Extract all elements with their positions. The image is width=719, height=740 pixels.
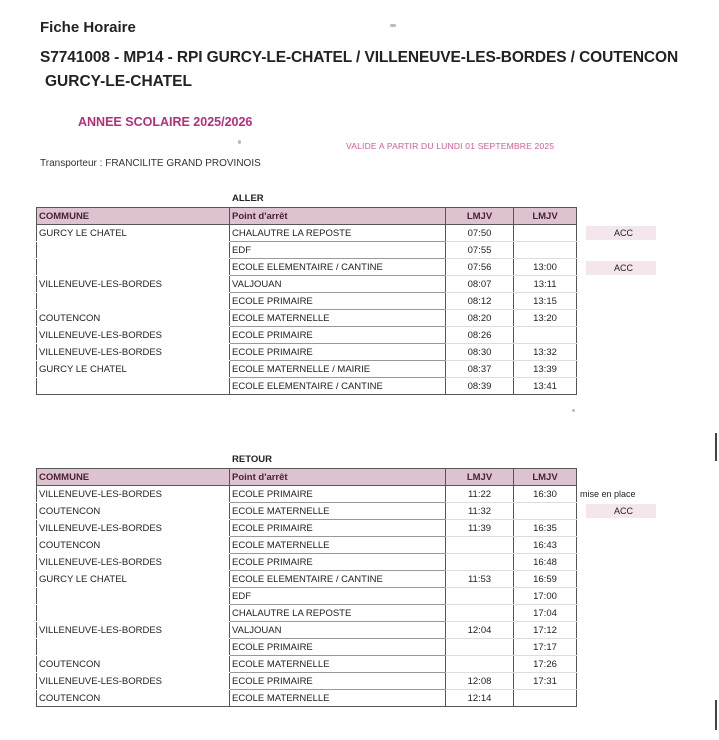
time-cell: 08:12 — [446, 293, 514, 310]
stop-cell: EDF — [230, 588, 446, 605]
table-row — [37, 242, 577, 259]
time-cell: 13:32 — [514, 344, 577, 361]
table-row — [37, 656, 577, 673]
commune-cell: VILLENEUVE-LES-BORDES — [37, 673, 230, 690]
scan-edge-mark — [715, 433, 717, 461]
line-title-continuation: GURCY-LE-CHATEL — [45, 73, 192, 90]
table-row — [37, 293, 577, 310]
stop-header: Point d'arrêt — [230, 208, 446, 225]
time-cell: 16:35 — [514, 520, 577, 537]
aller-header-row — [37, 208, 577, 225]
days-header: LMJV — [446, 208, 514, 225]
days-header: LMJV — [514, 469, 577, 486]
time-cell: 08:39 — [446, 378, 514, 395]
time-cell — [514, 327, 577, 344]
stop-cell: ECOLE MATERNELLE — [230, 537, 446, 554]
commune-cell: VILLENEUVE-LES-BORDES — [37, 554, 230, 571]
line-title: S7741008 - MP14 - RPI GURCY-LE-CHATEL / VILLENEUVE-LES-BORDES / COUTENCON — [40, 49, 679, 66]
time-cell: 08:26 — [446, 327, 514, 344]
time-cell — [446, 588, 514, 605]
commune-cell — [37, 242, 230, 259]
acc-note: ACC — [586, 226, 656, 240]
time-cell — [446, 537, 514, 554]
time-cell: 12:08 — [446, 673, 514, 690]
time-cell: 07:55 — [446, 242, 514, 259]
time-cell: 08:07 — [446, 276, 514, 293]
commune-cell: VILLENEUVE-LES-BORDES — [37, 486, 230, 503]
commune-cell: VILLENEUVE-LES-BORDES — [37, 327, 230, 344]
table-row — [37, 690, 577, 707]
time-cell: 08:37 — [446, 361, 514, 378]
aller-schedule-table — [36, 207, 577, 395]
time-cell: 08:30 — [446, 344, 514, 361]
commune-cell — [37, 259, 230, 276]
table-row — [37, 554, 577, 571]
commune-cell: GURCY LE CHATEL — [37, 571, 230, 588]
time-cell: 08:20 — [446, 310, 514, 327]
time-cell: 13:20 — [514, 310, 577, 327]
commune-cell — [37, 293, 230, 310]
stop-cell: CHALAUTRE LA REPOSTE — [230, 605, 446, 622]
table-row — [37, 259, 577, 276]
table-row — [37, 503, 577, 520]
commune-cell: VILLENEUVE-LES-BORDES — [37, 622, 230, 639]
table-row — [37, 673, 577, 690]
school-year: ANNEE SCOLAIRE 2025/2026 — [78, 115, 253, 129]
commune-cell — [37, 378, 230, 395]
time-cell — [514, 690, 577, 707]
stop-cell: ECOLE PRIMAIRE — [230, 344, 446, 361]
table-row — [37, 310, 577, 327]
commune-cell — [37, 605, 230, 622]
time-cell: 17:26 — [514, 656, 577, 673]
time-cell — [446, 554, 514, 571]
table-row — [37, 361, 577, 378]
valid-from-notice: VALIDE A PARTIR DU LUNDI 01 SEPTEMBRE 2025 — [346, 141, 555, 151]
stop-cell: ECOLE MATERNELLE — [230, 656, 446, 673]
table-row — [37, 378, 577, 395]
retour-header-row — [37, 469, 577, 486]
table-row — [37, 276, 577, 293]
days-header: LMJV — [514, 208, 577, 225]
time-cell: 17:31 — [514, 673, 577, 690]
time-cell: 16:30 — [514, 486, 577, 503]
table-row — [37, 571, 577, 588]
time-cell: 13:00 — [514, 259, 577, 276]
table-row — [37, 225, 577, 242]
stop-cell: ECOLE MATERNELLE — [230, 310, 446, 327]
row-note: mise en place — [580, 489, 636, 499]
table-row — [37, 486, 577, 503]
aller-section-label: ALLER — [232, 193, 264, 204]
time-cell: 11:53 — [446, 571, 514, 588]
table-row — [37, 639, 577, 656]
time-cell: 17:17 — [514, 639, 577, 656]
time-cell — [514, 503, 577, 520]
stop-header: Point d'arrêt — [230, 469, 446, 486]
table-row — [37, 327, 577, 344]
time-cell: 16:43 — [514, 537, 577, 554]
stop-cell: ECOLE PRIMAIRE — [230, 520, 446, 537]
stop-cell: ECOLE PRIMAIRE — [230, 486, 446, 503]
stop-cell: EDF — [230, 242, 446, 259]
retour-schedule-table — [36, 468, 577, 707]
commune-cell: VILLENEUVE-LES-BORDES — [37, 344, 230, 361]
time-cell: 17:12 — [514, 622, 577, 639]
scan-smudge — [572, 409, 575, 412]
scan-edge-mark — [715, 700, 717, 730]
table-row — [37, 622, 577, 639]
time-cell — [446, 656, 514, 673]
retour-section-label: RETOUR — [232, 454, 272, 465]
table-row — [37, 605, 577, 622]
commune-cell: COUTENCON — [37, 503, 230, 520]
scan-smudge — [390, 24, 396, 27]
time-cell — [514, 225, 577, 242]
time-cell: 12:14 — [446, 690, 514, 707]
acc-note: ACC — [586, 504, 656, 518]
carrier-label: Transporteur : FRANCILITE GRAND PROVINOIS — [40, 158, 261, 169]
stop-cell: ECOLE PRIMAIRE — [230, 673, 446, 690]
commune-cell: COUTENCON — [37, 690, 230, 707]
commune-cell: COUTENCON — [37, 310, 230, 327]
time-cell: 12:04 — [446, 622, 514, 639]
stop-cell: ECOLE PRIMAIRE — [230, 639, 446, 656]
time-cell: 16:59 — [514, 571, 577, 588]
time-cell — [446, 605, 514, 622]
table-row — [37, 344, 577, 361]
stop-cell: CHALAUTRE LA REPOSTE — [230, 225, 446, 242]
time-cell: 07:50 — [446, 225, 514, 242]
commune-cell: VILLENEUVE-LES-BORDES — [37, 520, 230, 537]
time-cell: 11:32 — [446, 503, 514, 520]
time-cell: 11:39 — [446, 520, 514, 537]
days-header: LMJV — [446, 469, 514, 486]
stop-cell: ECOLE PRIMAIRE — [230, 554, 446, 571]
stop-cell: VALJOUAN — [230, 622, 446, 639]
time-cell — [514, 242, 577, 259]
stop-cell: ECOLE MATERNELLE / MAIRIE — [230, 361, 446, 378]
stop-cell: ECOLE PRIMAIRE — [230, 327, 446, 344]
stop-cell: ECOLE ELEMENTAIRE / CANTINE — [230, 378, 446, 395]
time-cell: 13:15 — [514, 293, 577, 310]
commune-header: COMMUNE — [37, 469, 230, 486]
time-cell: 17:00 — [514, 588, 577, 605]
document-type: Fiche Horaire — [40, 19, 136, 36]
time-cell: 17:04 — [514, 605, 577, 622]
scan-smudge — [238, 140, 241, 144]
commune-cell — [37, 639, 230, 656]
table-row — [37, 588, 577, 605]
commune-cell — [37, 588, 230, 605]
stop-cell: VALJOUAN — [230, 276, 446, 293]
time-cell — [446, 639, 514, 656]
time-cell: 16:48 — [514, 554, 577, 571]
stop-cell: ECOLE PRIMAIRE — [230, 293, 446, 310]
table-row — [37, 537, 577, 554]
commune-cell: COUTENCON — [37, 537, 230, 554]
time-cell: 13:11 — [514, 276, 577, 293]
commune-cell: VILLENEUVE-LES-BORDES — [37, 276, 230, 293]
acc-note: ACC — [586, 261, 656, 275]
stop-cell: ECOLE ELEMENTAIRE / CANTINE — [230, 259, 446, 276]
commune-cell: GURCY LE CHATEL — [37, 225, 230, 242]
time-cell: 11:22 — [446, 486, 514, 503]
commune-header: COMMUNE — [37, 208, 230, 225]
stop-cell: ECOLE MATERNELLE — [230, 690, 446, 707]
time-cell: 07:56 — [446, 259, 514, 276]
stop-cell: ECOLE MATERNELLE — [230, 503, 446, 520]
time-cell: 13:39 — [514, 361, 577, 378]
commune-cell: COUTENCON — [37, 656, 230, 673]
table-row — [37, 520, 577, 537]
time-cell: 13:41 — [514, 378, 577, 395]
stop-cell: ECOLE ELEMENTAIRE / CANTINE — [230, 571, 446, 588]
commune-cell: GURCY LE CHATEL — [37, 361, 230, 378]
